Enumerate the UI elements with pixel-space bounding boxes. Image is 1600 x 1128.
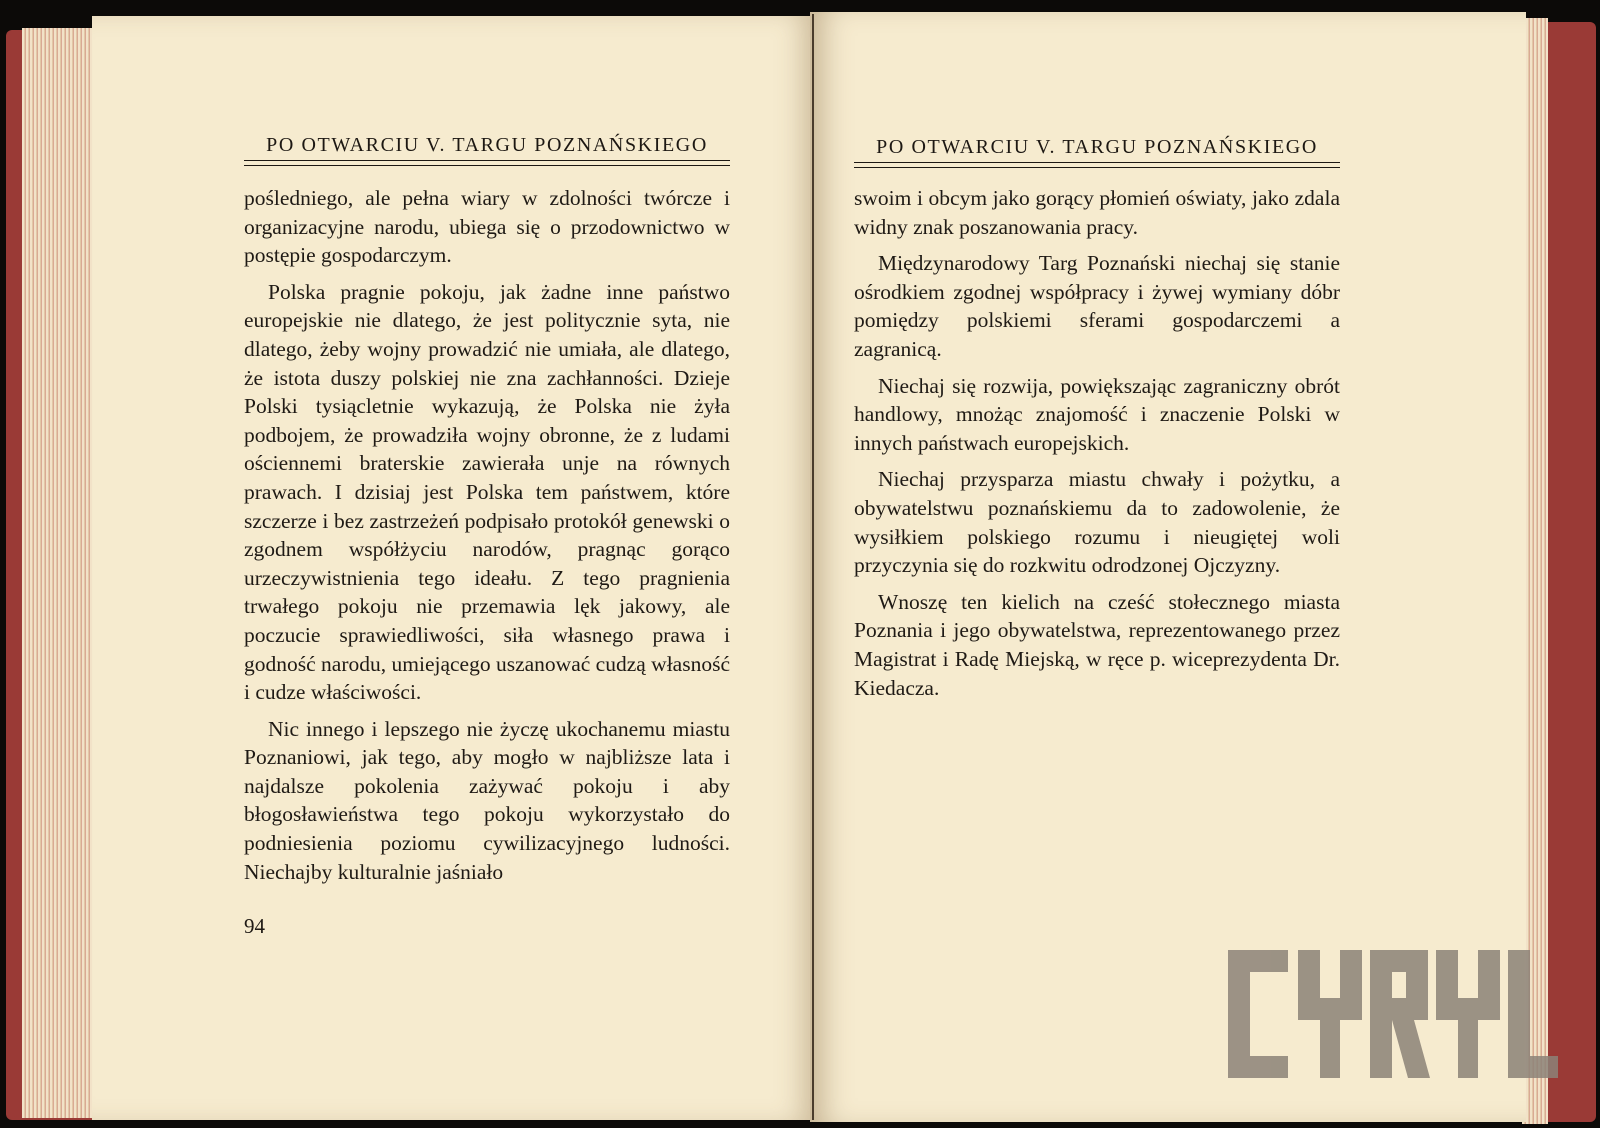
page-number: 94 — [244, 914, 265, 938]
right-body-text — [854, 184, 1340, 702]
right-paragraph-5: Wnoszę ten kielich na cześć stołecznego miasta Poznania i jego obywatelstwa, reprezentowanego przez Magistrat i Radę Miejską, w ręce p. wiceprezydenta Dr. Kiedacza. — [854, 589, 1340, 700]
left-page — [92, 16, 814, 1120]
left-paragraph-2: Polska pragnie pokoju, jak żadne inne państwo europejskie nie dlatego, że jest politycznie syta, nie dlatego, żeby wojny prowadzić nie umiała, ale dlatego, że istota duszy polskiej nie zna zachłanności. Dzieje Polski tysiącletnie wykazują, że Polska nie żyła podbojem, że prowadziła wojny obronne, że z ludami ościennemi braterskie zawierała unje na równych prawach. I dzisiaj jest Polska tem państwem, które szczerze i bez zastrzeżeń podpisało protokół genewski o zgodnem współżyciu narodów, pragnąc gorąco urzeczywistnienia tego ideału. Z tego pragnienia trwałego pokoju nie przemawia lęk jakowy, ale poczucie sprawiedliwości, siła własnego prawa i godność narodu, umiejącego uszanować cudzą własność i cudze właściwości. — [244, 279, 730, 705]
left-header-rule — [244, 160, 730, 166]
left-body-text — [244, 184, 730, 886]
right-header-rule — [854, 162, 1340, 168]
right-paragraph-4: Niechaj przysparza miastu chwały i pożytku, a obywatelstwu poznańskiemu da to zadowolenie, że wysiłkiem polskiego rozumu i nieugiętej woli przyczynia się do rozkwitu odrodzonej Ojczyzny. — [854, 467, 1340, 578]
right-paragraph-3: Niechaj się rozwija, powiększając zagraniczny obrót handlowy, mnożąc znajomość i znaczenie Polski w innych państwach europejskich. — [854, 373, 1340, 455]
right-paragraph-1: swoim i obcym jako gorący płomień oświaty, jako zdala widny znak poszanowania pracy. — [854, 186, 1340, 239]
left-running-header: PO OTWARCIU V. TARGU POZNAŃSKIEGO — [266, 134, 708, 156]
left-paragraph-1: pośledniego, ale pełna wiary w zdolności twórcze i organizacyjne narodu, ubiega się o przodownictwo w postępie gospodarczym. — [244, 186, 730, 268]
right-paragraph-2: Międzynarodowy Targ Poznański niechaj się stanie ośrodkiem zgodnej współpracy i żywej wymiany dóbr pomiędzy polskiemi sferami gospodarczemi a zagranicą. — [854, 251, 1340, 361]
book-gutter — [812, 14, 814, 1120]
left-paragraph-3: Nic innego i lepszego nie życzę ukochanemu miastu Poznaniowi, jak tego, aby mogło w najbliższe lata i najdalsze pokolenia zażywać pokoju i aby błogosławieństwa tego pokoju wykorzystało do podniesienia poziomu cywilizacyjnego ludności. Niechajby kulturalnie jaśniało — [244, 716, 730, 884]
right-running-header: PO OTWARCIU V. TARGU POZNAŃSKIEGO — [876, 136, 1318, 158]
page-edges-left — [22, 28, 94, 1118]
cyryl-watermark-logo — [1228, 940, 1558, 1090]
